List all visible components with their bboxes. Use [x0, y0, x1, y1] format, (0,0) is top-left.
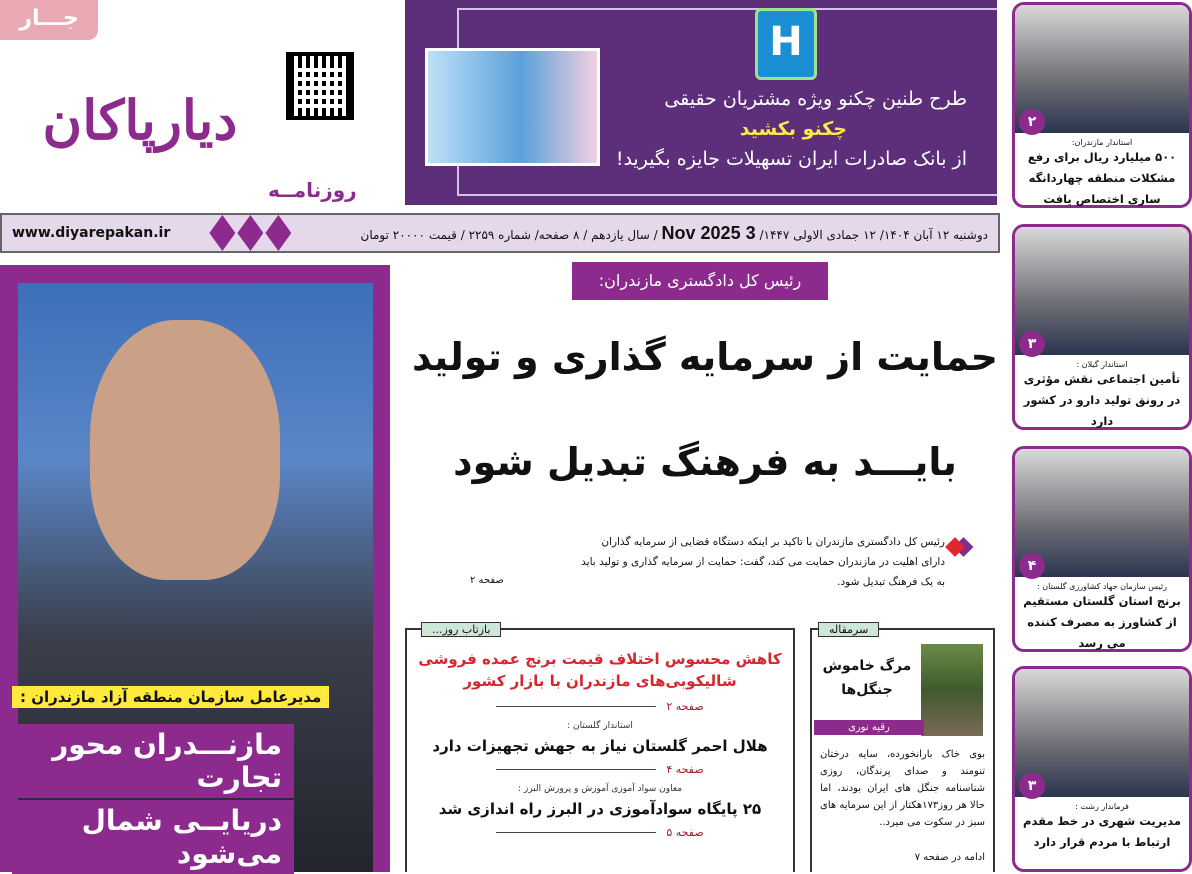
date-persian: دوشنبه ۱۲ آبان ۱۴۰۴/ ۱۲ جمادی الاولی ۱۴۴۷/ — [759, 227, 988, 242]
reflection-item-page — [417, 763, 783, 776]
story-kicker: فرماندار رشت : — [1075, 802, 1129, 811]
date-bar — [0, 213, 1000, 253]
divider — [496, 832, 656, 833]
editorial-forest-image — [921, 644, 983, 736]
reflection-item-title[interactable]: کاهش محسوس اختلاف قیمت برنج عمده فروشی شالیکوبی‌های مازندران با بازار کشور — [418, 650, 782, 690]
ad-line-3: از بانک صادرات ایران تسهیلات جایزه بگیرید! — [615, 148, 967, 170]
story-kicker: رئیس سازمان جهاد کشاورزی گلستان : — [1037, 582, 1167, 591]
editorial-body: بوی خاک بارانخورده، سایه درختان تنومند و صدای پرندگان، روزی شناسنامه جنگل های ایران بودند، اما حالا هر روز۱۷۳هکتار از این سرمایه های سبز در سکوت می میرد.. — [820, 749, 985, 828]
story-title: تأمین اجتماعی نقش مؤثری در رونق تولید دارو در کشور دارد — [1023, 372, 1181, 428]
issue-info: / سال یازدهم / ۸ صفحه/ شماره ۲۲۵۹ / قیمت ۲۰۰۰۰ تومان — [360, 227, 658, 242]
logo-subtitle: روزنامــه — [268, 178, 357, 202]
main-headline-2[interactable]: بایـــد به فرهنگ تبدیل شود — [453, 440, 957, 484]
editorial-tag: سرمقاله — [818, 622, 879, 637]
editorial-title[interactable]: مرگ خاموش جنگل‌ها — [822, 658, 912, 698]
decorative-diamonds-icon — [209, 215, 291, 251]
bank-advertisement[interactable] — [405, 0, 997, 205]
editorial-continued: ادامه در صفحه ۷ — [914, 852, 985, 863]
website-link[interactable]: www.diyarepakan.ir — [12, 225, 171, 241]
right-story-card[interactable] — [1012, 446, 1192, 652]
ad-line-1: طرح طنین چکنو ویژه مشتریان حقیقی — [664, 88, 967, 110]
left-story-title-2[interactable]: دریایــی شمال می‌شود — [12, 800, 294, 874]
page-number-badge: ۳ — [1019, 331, 1045, 357]
qr-code-icon — [286, 52, 354, 120]
ad-cheque-image — [425, 48, 600, 166]
story-title: مدیریت شهری در خط مقدم ارتباط با مردم قرار دارد — [1023, 814, 1181, 849]
editorial-author: رقیه نوری — [814, 720, 924, 735]
left-story-title-1[interactable]: مازنـــدران محور تجارت — [12, 724, 294, 798]
page-ref: صفحه ۲ — [666, 700, 704, 713]
right-story-card[interactable] — [1012, 666, 1192, 872]
page-ref: صفحه ۵ — [666, 826, 704, 839]
story-title: ۵۰۰ میلیارد ریال برای رفع مشکلات منطقه چهاردانگه ساری اختصاص یافت — [1027, 150, 1177, 206]
ad-line-2: چکنو بکشید — [739, 118, 847, 140]
main-story-page: صفحه ۲ — [470, 575, 504, 586]
reflection-item-kicker: معاون سواد آموزی آموزش و پرورش البرز : — [517, 784, 683, 794]
newspaper-logo: دیارپاکان — [42, 88, 238, 152]
date-english: 3 Nov 2025 — [661, 222, 756, 243]
right-story-card[interactable] — [1012, 224, 1192, 430]
reflection-item-title[interactable]: ۲۵ پایگاه سوادآموزی در البرز راه اندازی شد — [438, 800, 762, 818]
reflection-item-title[interactable]: هلال احمر گلستان نیاز به جهش تجهیزات دارد — [432, 737, 768, 755]
page-number-badge: ۲ — [1019, 109, 1045, 135]
left-story-kicker: مدیرعامل سازمان منطقه آزاد مازندران : — [12, 686, 329, 708]
page-number-badge: ۴ — [1019, 553, 1045, 579]
bank-logo-icon: H — [755, 8, 817, 80]
left-story-page: صفحه ۲ — [30, 854, 71, 868]
main-headline-1[interactable]: حمایت از سرمایه گذاری و تولید — [411, 335, 998, 379]
bullet-diamond-icon — [945, 537, 965, 557]
reflection-box — [405, 623, 795, 872]
divider — [496, 706, 656, 707]
section-badge: جـــار — [0, 0, 98, 40]
page-number-badge: ۳ — [1019, 773, 1045, 799]
right-story-card[interactable] — [1012, 2, 1192, 208]
portrait-face — [90, 320, 280, 580]
story-kicker: استاندار مازندران: — [1071, 138, 1133, 147]
story-title: برنج استان گلستان مستقیم از کشاورز به مصرف کننده می رسد — [1023, 594, 1181, 650]
reflection-tag: بازتاب روز... — [421, 622, 501, 637]
main-story-kicker: رئیس کل دادگستری مازندران: — [572, 262, 828, 300]
story-kicker: استاندار گیلان : — [1076, 360, 1128, 369]
reflection-item-page — [417, 826, 783, 839]
page-ref: صفحه ۴ — [666, 763, 704, 776]
main-story-lead: رئیس کل دادگستری مازندران با تاکید بر اینکه دستگاه قضایی از سرمایه گذاران دارای اهلیت در مازندران حمایت می کند، گفت: حمایت از سرمایه گذاری و تولید باید به یک فرهنگ تبدیل شود. — [581, 536, 945, 588]
divider — [496, 769, 656, 770]
date-line — [361, 223, 988, 244]
editorial-box — [810, 623, 995, 872]
reflection-item-page — [417, 700, 783, 713]
reflection-item-kicker: استاندار گلستان : — [567, 721, 633, 731]
